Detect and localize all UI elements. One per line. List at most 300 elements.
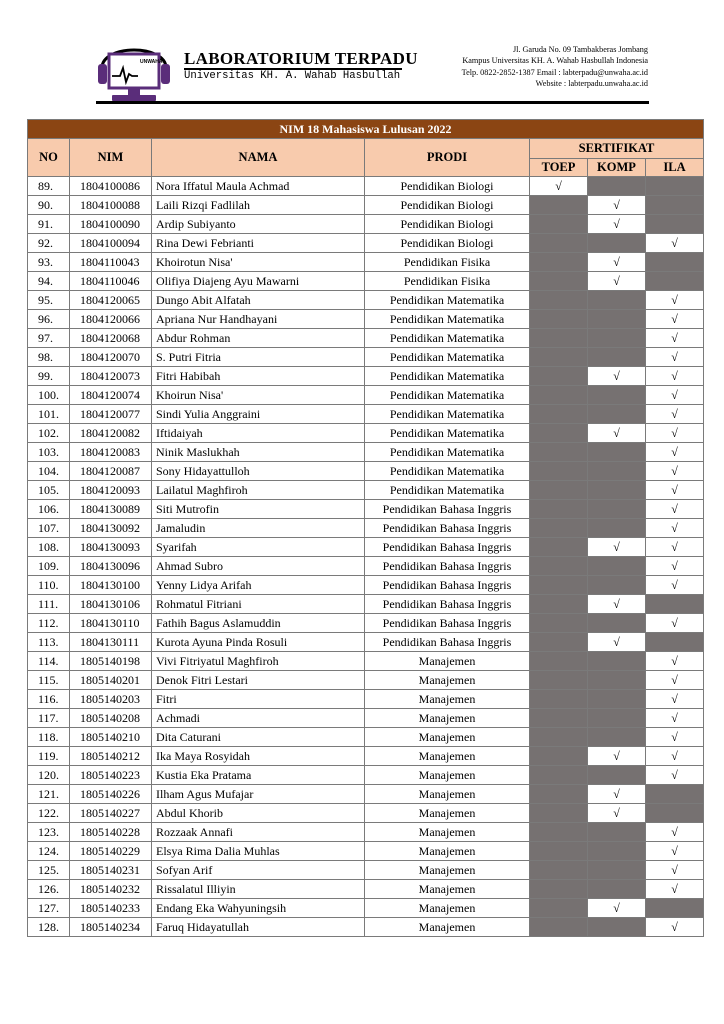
- row-nim: 1804130092: [70, 519, 152, 538]
- cert-toep: [530, 538, 588, 557]
- letterhead: [0, 0, 724, 110]
- table-row: [28, 367, 704, 386]
- cert-komp: √: [588, 215, 646, 234]
- row-number: 93.: [28, 253, 70, 272]
- row-nama: Sony Hidayattulloh: [152, 462, 365, 481]
- row-prodi: Pendidikan Bahasa Inggris: [365, 538, 530, 557]
- row-nama: Ahmad Subro: [152, 557, 365, 576]
- table-row: [28, 576, 704, 595]
- row-nim: 1805140198: [70, 652, 152, 671]
- row-nim: 1804120077: [70, 405, 152, 424]
- row-nama: Khoirotun Nisa': [152, 253, 365, 272]
- row-number: 97.: [28, 329, 70, 348]
- table-body: [28, 177, 704, 937]
- row-nim: 1805140201: [70, 671, 152, 690]
- cert-ila: √: [646, 481, 704, 500]
- row-nim: 1805140203: [70, 690, 152, 709]
- row-number: 104.: [28, 462, 70, 481]
- table-row: [28, 671, 704, 690]
- row-nama: Ilham Agus Mufajar: [152, 785, 365, 804]
- cert-toep: [530, 329, 588, 348]
- row-nim: 1805140234: [70, 918, 152, 937]
- row-number: 127.: [28, 899, 70, 918]
- row-nim: 1805140229: [70, 842, 152, 861]
- cert-ila: √: [646, 576, 704, 595]
- cert-toep: [530, 291, 588, 310]
- row-nim: 1805140223: [70, 766, 152, 785]
- row-prodi: Manajemen: [365, 690, 530, 709]
- cert-komp: [588, 766, 646, 785]
- cert-komp: [588, 728, 646, 747]
- row-number: 103.: [28, 443, 70, 462]
- table-row: [28, 519, 704, 538]
- table-row: [28, 424, 704, 443]
- table-row: [28, 177, 704, 196]
- table-row: [28, 918, 704, 937]
- table-row: [28, 443, 704, 462]
- lab-title: LABORATORIUM TERPADU: [184, 49, 418, 68]
- cert-ila: √: [646, 367, 704, 386]
- row-nama: Sindi Yulia Anggraini: [152, 405, 365, 424]
- cert-ila: √: [646, 500, 704, 519]
- cert-komp: [588, 481, 646, 500]
- row-prodi: Pendidikan Matematika: [365, 291, 530, 310]
- cert-toep: √: [530, 177, 588, 196]
- row-nama: Yenny Lidya Arifah: [152, 576, 365, 595]
- cert-toep: [530, 690, 588, 709]
- row-number: 117.: [28, 709, 70, 728]
- row-number: 123.: [28, 823, 70, 842]
- cert-ila: √: [646, 880, 704, 899]
- row-nim: 1804110046: [70, 272, 152, 291]
- cert-ila: √: [646, 538, 704, 557]
- cert-komp: [588, 386, 646, 405]
- cert-toep: [530, 481, 588, 500]
- header-row-1: [28, 139, 704, 159]
- table-row: [28, 291, 704, 310]
- table-row: [28, 804, 704, 823]
- cert-toep: [530, 785, 588, 804]
- table-row: [28, 861, 704, 880]
- header-komp: KOMP: [588, 159, 646, 177]
- header-no: NO: [28, 139, 70, 177]
- cert-ila: [646, 253, 704, 272]
- cert-ila: √: [646, 728, 704, 747]
- row-nim: 1805140212: [70, 747, 152, 766]
- row-nama: Fitri: [152, 690, 365, 709]
- row-number: 99.: [28, 367, 70, 386]
- table-row: [28, 785, 704, 804]
- cert-ila: √: [646, 614, 704, 633]
- row-nama: Siti Mutrofin: [152, 500, 365, 519]
- row-number: 113.: [28, 633, 70, 652]
- cert-ila: √: [646, 747, 704, 766]
- row-nama: Denok Fitri Lestari: [152, 671, 365, 690]
- table-row: [28, 481, 704, 500]
- row-nama: Abdur Rohman: [152, 329, 365, 348]
- cert-ila: √: [646, 519, 704, 538]
- row-nim: 1804130096: [70, 557, 152, 576]
- row-prodi: Pendidikan Fisika: [365, 272, 530, 291]
- row-nama: Elsya Rima Dalia Muhlas: [152, 842, 365, 861]
- row-nim: 1805140228: [70, 823, 152, 842]
- row-prodi: Pendidikan Matematika: [365, 424, 530, 443]
- table-row: [28, 405, 704, 424]
- row-prodi: Pendidikan Matematika: [365, 310, 530, 329]
- table-row: [28, 614, 704, 633]
- cert-komp: [588, 690, 646, 709]
- table-row: [28, 196, 704, 215]
- cert-toep: [530, 234, 588, 253]
- table-row: [28, 500, 704, 519]
- row-nama: Vivi Fitriyatul Maghfiroh: [152, 652, 365, 671]
- row-nama: Apriana Nur Handhayani: [152, 310, 365, 329]
- row-nim: 1804130093: [70, 538, 152, 557]
- cert-ila: √: [646, 329, 704, 348]
- cert-toep: [530, 899, 588, 918]
- cert-ila: √: [646, 443, 704, 462]
- cert-ila: √: [646, 823, 704, 842]
- row-nim: 1804120093: [70, 481, 152, 500]
- row-prodi: Manajemen: [365, 747, 530, 766]
- cert-komp: [588, 519, 646, 538]
- cert-toep: [530, 842, 588, 861]
- row-number: 120.: [28, 766, 70, 785]
- row-prodi: Pendidikan Bahasa Inggris: [365, 633, 530, 652]
- row-number: 110.: [28, 576, 70, 595]
- row-prodi: Manajemen: [365, 766, 530, 785]
- cert-komp: [588, 709, 646, 728]
- row-nama: S. Putri Fitria: [152, 348, 365, 367]
- table-row: [28, 329, 704, 348]
- row-nim: 1804130111: [70, 633, 152, 652]
- cert-komp: [588, 329, 646, 348]
- cert-komp: √: [588, 538, 646, 557]
- row-nim: 1805140232: [70, 880, 152, 899]
- address-line: Website : labterpadu.unwaha.ac.id: [535, 78, 648, 88]
- row-number: 101.: [28, 405, 70, 424]
- cert-toep: [530, 709, 588, 728]
- row-nama: Rissalatul Illiyin: [152, 880, 365, 899]
- header-ila: ILA: [646, 159, 704, 177]
- cert-toep: [530, 728, 588, 747]
- row-prodi: Pendidikan Bahasa Inggris: [365, 519, 530, 538]
- row-number: 91.: [28, 215, 70, 234]
- cert-komp: [588, 462, 646, 481]
- cert-ila: √: [646, 709, 704, 728]
- table-row: [28, 310, 704, 329]
- header-toep: TOEP: [530, 159, 588, 177]
- row-number: 90.: [28, 196, 70, 215]
- row-nama: Fitri Habibah: [152, 367, 365, 386]
- cert-ila: √: [646, 557, 704, 576]
- address-line: Jl. Garuda No. 09 Tambakberas Jombang: [512, 45, 648, 54]
- row-nama: Laili Rizqi Fadlilah: [152, 196, 365, 215]
- row-nim: 1804120087: [70, 462, 152, 481]
- cert-komp: [588, 177, 646, 196]
- table-row: [28, 557, 704, 576]
- table-row: [28, 386, 704, 405]
- cert-toep: [530, 310, 588, 329]
- row-nim: 1804120082: [70, 424, 152, 443]
- cert-ila: √: [646, 671, 704, 690]
- row-nama: Rohmatul Fitriani: [152, 595, 365, 614]
- row-number: 116.: [28, 690, 70, 709]
- cert-komp: [588, 310, 646, 329]
- row-number: 124.: [28, 842, 70, 861]
- row-number: 95.: [28, 291, 70, 310]
- cert-komp: [588, 348, 646, 367]
- cert-komp: [588, 671, 646, 690]
- cert-ila: [646, 215, 704, 234]
- table-row: [28, 595, 704, 614]
- row-prodi: Manajemen: [365, 652, 530, 671]
- row-prodi: Pendidikan Bahasa Inggris: [365, 557, 530, 576]
- cert-toep: [530, 595, 588, 614]
- cert-komp: √: [588, 595, 646, 614]
- table-row: [28, 348, 704, 367]
- row-nim: 1804120083: [70, 443, 152, 462]
- cert-ila: [646, 272, 704, 291]
- row-number: 105.: [28, 481, 70, 500]
- cert-komp: [588, 234, 646, 253]
- row-prodi: Pendidikan Matematika: [365, 386, 530, 405]
- row-number: 100.: [28, 386, 70, 405]
- row-number: 106.: [28, 500, 70, 519]
- cert-toep: [530, 576, 588, 595]
- table-row: [28, 272, 704, 291]
- cert-komp: √: [588, 367, 646, 386]
- row-number: 94.: [28, 272, 70, 291]
- graduates-table: [27, 119, 704, 937]
- cert-toep: [530, 519, 588, 538]
- cert-toep: [530, 804, 588, 823]
- row-nim: 1805140210: [70, 728, 152, 747]
- row-nim: 1804120066: [70, 310, 152, 329]
- row-nim: 1804100090: [70, 215, 152, 234]
- table-row: [28, 690, 704, 709]
- row-nim: 1805140227: [70, 804, 152, 823]
- table-row: [28, 842, 704, 861]
- row-number: 115.: [28, 671, 70, 690]
- table-row: [28, 766, 704, 785]
- row-number: 114.: [28, 652, 70, 671]
- row-prodi: Manajemen: [365, 728, 530, 747]
- row-nama: Lailatul Maghfiroh: [152, 481, 365, 500]
- row-number: 122.: [28, 804, 70, 823]
- table-row: [28, 234, 704, 253]
- cert-komp: [588, 614, 646, 633]
- cert-toep: [530, 747, 588, 766]
- row-nim: 1804130089: [70, 500, 152, 519]
- row-prodi: Manajemen: [365, 899, 530, 918]
- row-prodi: Manajemen: [365, 861, 530, 880]
- cert-toep: [530, 443, 588, 462]
- row-nim: 1804130100: [70, 576, 152, 595]
- lab-subtitle: Universitas KH. A. Wahab Hasbullah: [184, 70, 401, 82]
- cert-komp: [588, 500, 646, 519]
- row-nama: Syarifah: [152, 538, 365, 557]
- laboratory-logo: [94, 34, 174, 104]
- row-nama: Kustia Eka Pratama: [152, 766, 365, 785]
- row-nim: 1804120074: [70, 386, 152, 405]
- cert-ila: √: [646, 386, 704, 405]
- cert-ila: √: [646, 861, 704, 880]
- cert-toep: [530, 367, 588, 386]
- row-prodi: Pendidikan Biologi: [365, 234, 530, 253]
- cert-ila: [646, 595, 704, 614]
- row-prodi: Manajemen: [365, 842, 530, 861]
- row-number: 121.: [28, 785, 70, 804]
- row-nim: 1805140208: [70, 709, 152, 728]
- cert-ila: √: [646, 424, 704, 443]
- cert-ila: √: [646, 462, 704, 481]
- cert-komp: √: [588, 785, 646, 804]
- cert-ila: [646, 785, 704, 804]
- cert-komp: √: [588, 196, 646, 215]
- cert-toep: [530, 671, 588, 690]
- row-nama: Rina Dewi Febrianti: [152, 234, 365, 253]
- row-nama: Faruq Hidayatullah: [152, 918, 365, 937]
- table-row: [28, 253, 704, 272]
- row-nim: 1804120073: [70, 367, 152, 386]
- table-row: [28, 652, 704, 671]
- row-prodi: Pendidikan Matematika: [365, 462, 530, 481]
- cert-ila: √: [646, 234, 704, 253]
- row-prodi: Manajemen: [365, 880, 530, 899]
- cert-ila: [646, 196, 704, 215]
- row-prodi: Pendidikan Matematika: [365, 405, 530, 424]
- row-nim: 1805140231: [70, 861, 152, 880]
- cert-ila: √: [646, 690, 704, 709]
- cert-toep: [530, 272, 588, 291]
- cert-komp: [588, 291, 646, 310]
- row-number: 111.: [28, 595, 70, 614]
- cert-ila: [646, 633, 704, 652]
- row-nama: Ardip Subiyanto: [152, 215, 365, 234]
- cert-komp: [588, 823, 646, 842]
- row-prodi: Pendidikan Bahasa Inggris: [365, 576, 530, 595]
- row-prodi: Pendidikan Bahasa Inggris: [365, 500, 530, 519]
- table-row: [28, 538, 704, 557]
- table-row: [28, 823, 704, 842]
- row-nim: 1804120070: [70, 348, 152, 367]
- cert-komp: √: [588, 424, 646, 443]
- row-nim: 1804100086: [70, 177, 152, 196]
- cert-toep: [530, 196, 588, 215]
- cert-toep: [530, 861, 588, 880]
- row-number: 108.: [28, 538, 70, 557]
- cert-toep: [530, 614, 588, 633]
- row-number: 107.: [28, 519, 70, 538]
- cert-komp: [588, 557, 646, 576]
- row-nama: Rozzaak Annafi: [152, 823, 365, 842]
- cert-ila: √: [646, 918, 704, 937]
- table-row: [28, 709, 704, 728]
- cert-komp: [588, 880, 646, 899]
- cert-komp: [588, 652, 646, 671]
- cert-komp: √: [588, 804, 646, 823]
- row-prodi: Pendidikan Bahasa Inggris: [365, 614, 530, 633]
- row-number: 125.: [28, 861, 70, 880]
- cert-toep: [530, 215, 588, 234]
- cert-ila: √: [646, 405, 704, 424]
- cert-toep: [530, 918, 588, 937]
- cert-toep: [530, 386, 588, 405]
- header-prodi: PRODI: [365, 139, 530, 177]
- row-nama: Nora Iffatul Maula Achmad: [152, 177, 365, 196]
- row-prodi: Manajemen: [365, 709, 530, 728]
- cert-ila: √: [646, 348, 704, 367]
- row-number: 89.: [28, 177, 70, 196]
- cert-ila: √: [646, 842, 704, 861]
- row-nama: Ika Maya Rosyidah: [152, 747, 365, 766]
- row-number: 126.: [28, 880, 70, 899]
- table-row: [28, 462, 704, 481]
- row-number: 92.: [28, 234, 70, 253]
- table-row: [28, 728, 704, 747]
- row-prodi: Manajemen: [365, 785, 530, 804]
- row-nim: 1804120065: [70, 291, 152, 310]
- cert-ila: √: [646, 310, 704, 329]
- cert-toep: [530, 253, 588, 272]
- row-number: 96.: [28, 310, 70, 329]
- address-block: [462, 44, 648, 89]
- cert-komp: [588, 443, 646, 462]
- row-prodi: Pendidikan Biologi: [365, 196, 530, 215]
- row-prodi: Pendidikan Matematika: [365, 443, 530, 462]
- row-prodi: Pendidikan Matematika: [365, 348, 530, 367]
- cert-komp: [588, 918, 646, 937]
- logo-text: UNWAHA: [140, 59, 163, 65]
- cert-toep: [530, 823, 588, 842]
- row-number: 109.: [28, 557, 70, 576]
- row-nama: Kurota Ayuna Pinda Rosuli: [152, 633, 365, 652]
- cert-toep: [530, 348, 588, 367]
- cert-toep: [530, 880, 588, 899]
- row-nama: Dungo Abit Alfatah: [152, 291, 365, 310]
- table-row: [28, 899, 704, 918]
- row-nama: Fathih Bagus Aslamuddin: [152, 614, 365, 633]
- cert-toep: [530, 633, 588, 652]
- row-nim: 1804100088: [70, 196, 152, 215]
- cert-ila: [646, 177, 704, 196]
- row-nama: Endang Eka Wahyuningsih: [152, 899, 365, 918]
- table-banner: NIM 18 Mahasiswa Lulusan 2022: [28, 120, 704, 139]
- cert-ila: [646, 899, 704, 918]
- cert-komp: √: [588, 747, 646, 766]
- cert-toep: [530, 424, 588, 443]
- cert-toep: [530, 462, 588, 481]
- row-prodi: Pendidikan Matematika: [365, 367, 530, 386]
- cert-komp: √: [588, 253, 646, 272]
- cert-ila: √: [646, 766, 704, 785]
- cert-komp: √: [588, 272, 646, 291]
- row-prodi: Manajemen: [365, 823, 530, 842]
- cert-ila: [646, 804, 704, 823]
- row-prodi: Pendidikan Biologi: [365, 215, 530, 234]
- row-prodi: Pendidikan Biologi: [365, 177, 530, 196]
- row-nama: Olifiya Diajeng Ayu Mawarni: [152, 272, 365, 291]
- row-nama: Khoirun Nisa': [152, 386, 365, 405]
- row-nama: Jamaludin: [152, 519, 365, 538]
- row-prodi: Manajemen: [365, 671, 530, 690]
- row-nama: Achmadi: [152, 709, 365, 728]
- row-nama: Sofyan Arif: [152, 861, 365, 880]
- row-nama: Dita Caturani: [152, 728, 365, 747]
- row-nama: Abdul Khorib: [152, 804, 365, 823]
- cert-toep: [530, 405, 588, 424]
